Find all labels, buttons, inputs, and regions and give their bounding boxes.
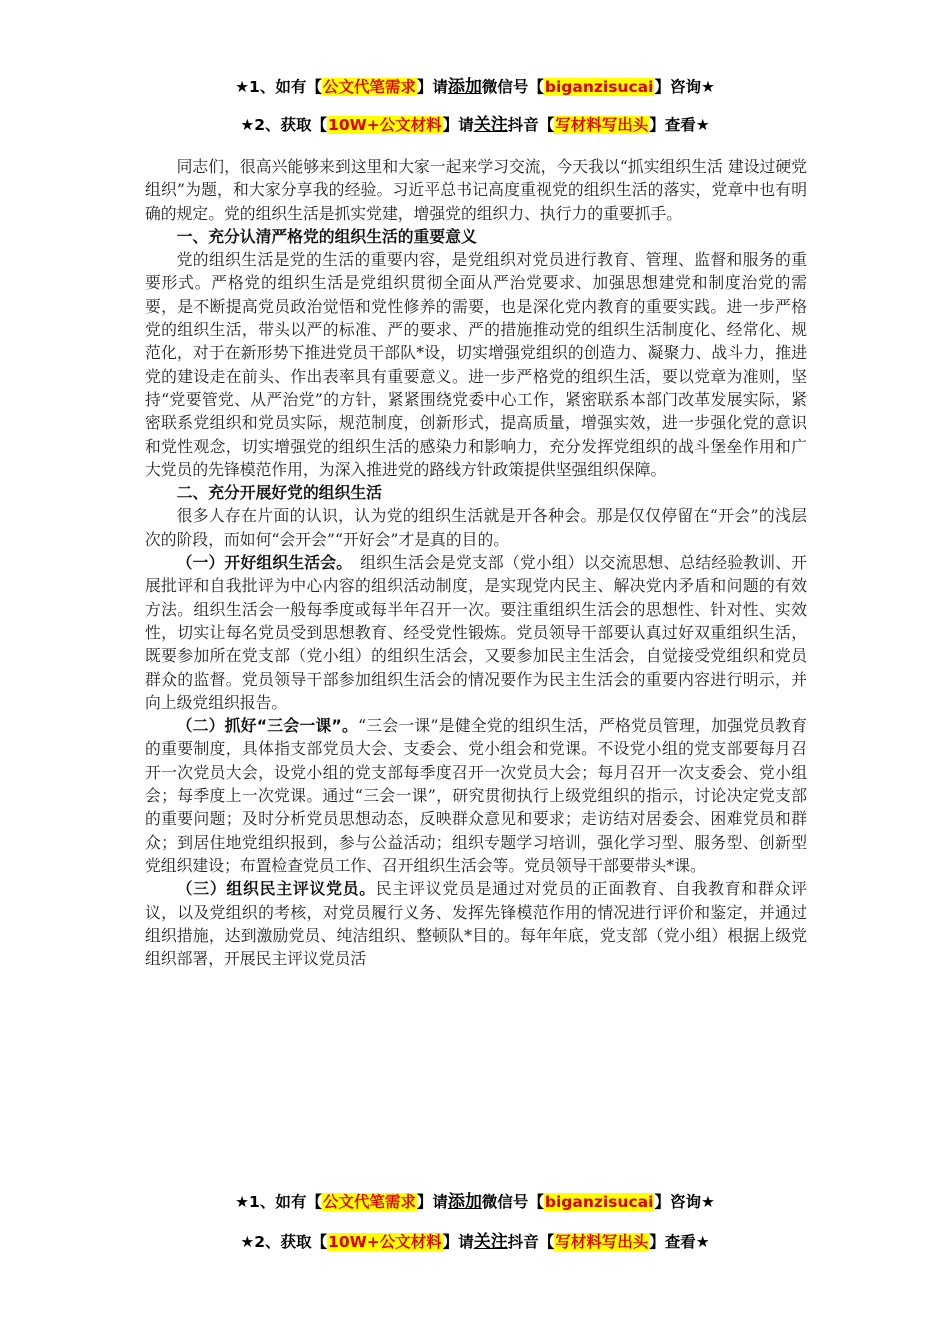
- banner-text: 】查看★: [649, 116, 710, 134]
- top-banner-line-1: [0, 72, 950, 97]
- highlight-text: 10W+公文材料: [328, 1233, 442, 1251]
- underlined-text: 关注: [473, 115, 508, 135]
- banner-text: ★2、获取【: [240, 116, 328, 134]
- subsection-3-title: （三）组织民主评议党员。: [176, 879, 376, 899]
- banner-text: 】请: [442, 1233, 474, 1251]
- underlined-text: 添加: [447, 1192, 482, 1212]
- section-heading-1: 一、充分认清严格党的组织生活的重要意义: [176, 226, 477, 246]
- banner-text: 】查看★: [649, 1233, 710, 1251]
- underlined-text: 关注: [473, 1232, 508, 1252]
- subsection-1: [145, 551, 807, 714]
- banner-text: 抖音【: [507, 1233, 555, 1251]
- wechat-id: biganzisucai: [544, 78, 654, 96]
- bottom-banner-line-1: [0, 1187, 950, 1212]
- highlight-text: 公文代笔需求: [322, 78, 416, 96]
- banner-text: 】咨询★: [654, 1193, 715, 1211]
- banner-text: 】请: [416, 1193, 448, 1211]
- banner-text: ★2、获取【: [240, 1233, 328, 1251]
- subsection-3-text: 民主评议党员是通过对党员的正面教育、自我教育和群众评议，以及党组织的考核，对党员履行义务、发挥先锋模范作用的情况进行评价和鉴定，并通过组织措施，达到激励党员、纯洁组织、整顿队*目的。每年年底，党支部（党小组）根据上级党组织部署，开展民主评议党员活: [145, 879, 807, 969]
- banner-text: 微信号【: [481, 78, 544, 96]
- top-banner-line-2: [0, 110, 950, 135]
- banner-text: 】咨询★: [654, 78, 715, 96]
- banner-text: 】请: [442, 116, 474, 134]
- article-body: [145, 155, 807, 970]
- section-heading-2: 二、充分开展好党的组织生活: [176, 483, 382, 503]
- bottom-banner-line-2: [0, 1227, 950, 1252]
- intro-paragraph: 同志们，很高兴能够来到这里和大家一起来学习交流，今天我以“抓实组织生活 建设过硬党组织”为题，和大家分享我的经验。习近平总书记高度重视党的组织生活的落实，党章中也有明确的规定。党的组织生活是抓实党建，增强党的组织力、执行力的重要抓手。: [145, 157, 807, 223]
- banner-text: ★1、如有【: [235, 78, 322, 96]
- subsection-1-text: 组织生活会是党支部（党小组）以交流思想、总结经验教训、开展批评和自我批评为中心内容的组织活动制度，是实现党内民主、解决党内矛盾和问题的有效方法。组织生活会一般每季度或每半年召开一次。要注重组织生活会的思想性、针对性、实效性，切实让每名党员受到思想教育、经受党性锻炼。党员领导干部要认真过好双重组织生活，既要参加所在党支部（党小组）的组织生活会，又要参加民主生活会，自觉接受党组织和党员群众的监督。党员领导干部参加组织生活会的情况要作为民主生活会的重要内容进行明示，并向上级党组织报告。: [145, 553, 807, 712]
- subsection-3: [145, 877, 807, 970]
- section-1-paragraph: 党的组织生活是党的生活的重要内容，是党组织对党员进行教育、管理、监督和服务的重要形式。严格党的组织生活是党组织贯彻全面从严治党要求、加强思想建党和制度治党的需要，是不断提高党员政治觉悟和党性修养的需要，也是深化党内教育的重要实践。进一步严格党的组织生活，带头以严的标准、严的要求、严的措施推动党的组织生活制度化、经常化、规范化，对于在新形势下推进党员干部队*设，切实增强党组织的创造力、凝聚力、战斗力，推进党的建设走在前头、作出表率具有重要意义。进一步严格党的组织生活，要以党章为准则，坚持“党要管党、从严治党”的方针，紧紧围绕党委中心工作，紧密联系本部门改革发展实际，紧密联系党组织和党员实际，规范制度，创新形式，提高质量，增强实效，进一步强化党的意识和党性观念，切实增强党的组织生活的感染力和影响力，充分发挥党组织的战斗堡垒作用和广大党员的先锋模范作用，为深入推进党的路线方针政策提供坚强组织保障。: [145, 250, 807, 479]
- underlined-text: 添加: [447, 77, 482, 97]
- banner-text: ★1、如有【: [235, 1193, 322, 1211]
- highlight-text: 公文代笔需求: [322, 1193, 416, 1211]
- subsection-2: [145, 714, 807, 877]
- highlight-text: 10W+公文材料: [328, 116, 442, 134]
- banner-text: 】请: [416, 78, 448, 96]
- subsection-2-title: （二）抓好“三会一课”。: [176, 716, 359, 736]
- section-2-paragraph: 很多人存在片面的认识，认为党的组织生活就是开各种会。那是仅仅停留在“开会”的浅层次的阶段，而如何“会开会”“开好会”才是真的目的。: [145, 506, 807, 549]
- wechat-id: biganzisucai: [544, 1193, 654, 1211]
- subsection-2-text: “三会一课”是健全党的组织生活，严格党员管理，加强党员教育的重要制度，具体指支部党员大会、支委会、党小组会和党课。不设党小组的党支部要每月召开一次党员大会，设党小组的党支部每季度召开一次党员大会；每月召开一次支委会、党小组会；每季度上一次党课。通过“三会一课”，研究贯彻执行上级党组织的指示，讨论决定党支部的重要问题；及时分析党员思想动态，反映群众意见和要求；走访结对居委会、困难党员和群众；到居住地党组织报到，参与公益活动；组织专题学习培训，强化学习型、服务型、创新型党组织建设；布置检查党员工作、召开组织生活会等。党员领导干部要带头*课。: [145, 716, 807, 875]
- douyin-account: 写材料写出头: [555, 116, 649, 134]
- banner-text: 微信号【: [481, 1193, 544, 1211]
- subsection-1-title: （一）开好组织生活会。: [176, 553, 345, 573]
- banner-text: 抖音【: [507, 116, 555, 134]
- douyin-account: 写材料写出头: [555, 1233, 649, 1251]
